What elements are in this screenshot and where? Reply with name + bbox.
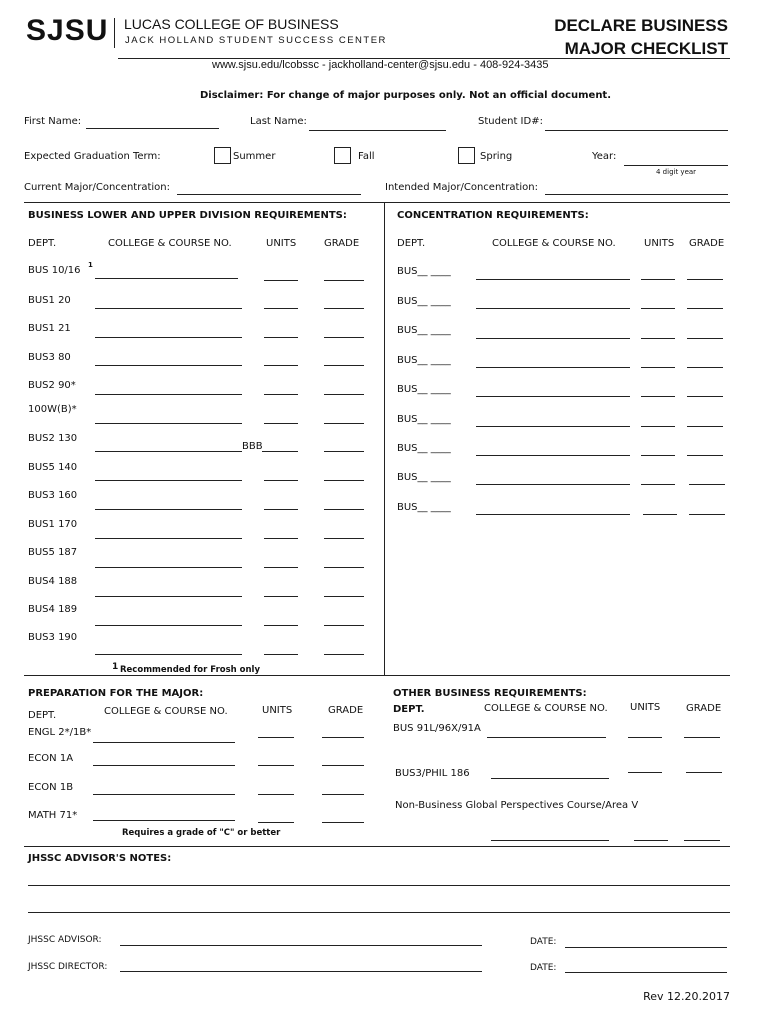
conc-units-2[interactable] bbox=[641, 308, 675, 309]
left-col-course: COLLEGE & COURSE NO. bbox=[108, 238, 232, 249]
units-blank-14[interactable] bbox=[264, 654, 298, 655]
grade-blank-2[interactable] bbox=[324, 308, 364, 309]
prep-course-blank-2[interactable] bbox=[93, 765, 235, 766]
course-blank-13[interactable] bbox=[95, 625, 242, 626]
prep-grade-blank-1[interactable] bbox=[322, 737, 364, 738]
conc-units-9[interactable] bbox=[643, 514, 677, 515]
left-section-title: BUSINESS LOWER AND UPPER DIVISION REQUIREMENTS: bbox=[28, 210, 347, 221]
course-blank-9[interactable] bbox=[95, 509, 242, 510]
conc-grade-7[interactable] bbox=[687, 455, 723, 456]
conc-grade-3[interactable] bbox=[687, 338, 723, 339]
course-bus3-80: BUS3 80 bbox=[28, 352, 71, 363]
conc-prefix-6[interactable]: BUS__ ____ bbox=[397, 414, 451, 425]
advisor-date-label: DATE: bbox=[530, 937, 557, 947]
units-blank-3[interactable] bbox=[264, 337, 298, 338]
fall-checkbox[interactable] bbox=[334, 147, 351, 164]
title-line-2: MAJOR CHECKLIST bbox=[564, 39, 728, 58]
course-bus3-160: BUS3 160 bbox=[28, 490, 78, 501]
course-bus3-190: BUS3 190 bbox=[28, 632, 78, 643]
course-bus2-90: BUS2 90* bbox=[28, 380, 76, 391]
prep-econ-1a: ECON 1A bbox=[28, 753, 74, 764]
prep-units-blank-2[interactable] bbox=[258, 765, 294, 766]
requirements-bottom-rule bbox=[24, 675, 730, 676]
prep-course-blank-1[interactable] bbox=[93, 742, 235, 743]
prep-grade-blank-3[interactable] bbox=[322, 794, 364, 795]
grade-blank-11[interactable] bbox=[324, 567, 364, 568]
course-blank-5[interactable] bbox=[95, 394, 242, 395]
other-col-grade: GRADE bbox=[686, 703, 722, 714]
prep-units-blank-4[interactable] bbox=[258, 822, 294, 823]
course-bus5-187: BUS5 187 bbox=[28, 547, 78, 558]
right-section-title: CONCENTRATION REQUIREMENTS: bbox=[397, 210, 589, 221]
conc-course-4[interactable] bbox=[476, 367, 630, 368]
year-field[interactable] bbox=[624, 165, 728, 166]
units-blank-12[interactable] bbox=[264, 596, 298, 597]
course-bus4-188: BUS4 188 bbox=[28, 576, 78, 587]
grade-blank-5[interactable] bbox=[324, 394, 364, 395]
summer-checkbox[interactable] bbox=[214, 147, 231, 164]
conc-units-7[interactable] bbox=[641, 455, 675, 456]
conc-units-4[interactable] bbox=[641, 367, 675, 368]
other-global-perspectives: Non-Business Global Perspectives Course/Area V bbox=[395, 800, 639, 811]
course-blank-10[interactable] bbox=[95, 538, 242, 539]
conc-units-6[interactable] bbox=[641, 426, 675, 427]
conc-prefix-9[interactable]: BUS__ ____ bbox=[397, 502, 451, 513]
spring-label: Spring bbox=[480, 151, 513, 162]
last-name-field[interactable] bbox=[309, 130, 446, 131]
logo-divider bbox=[114, 18, 115, 48]
course-bus5-140: BUS5 140 bbox=[28, 462, 78, 473]
units-blank-1[interactable] bbox=[264, 280, 298, 281]
course-blank-6[interactable] bbox=[95, 423, 242, 424]
footnote-text: Recommended for Frosh only bbox=[120, 665, 261, 675]
director-date-field[interactable] bbox=[565, 972, 727, 973]
notes-line-2[interactable] bbox=[28, 912, 730, 913]
conc-units-5[interactable] bbox=[641, 396, 675, 397]
requirements-divider bbox=[384, 202, 385, 675]
prep-course-blank-3[interactable] bbox=[93, 794, 235, 795]
current-major-field[interactable] bbox=[177, 194, 361, 195]
other-course-blank-3[interactable] bbox=[491, 840, 609, 841]
revision-label: Rev 12.20.2017 bbox=[643, 990, 730, 1003]
student-id-label: Student ID#: bbox=[478, 116, 543, 127]
units-blank-5[interactable] bbox=[264, 394, 298, 395]
conc-grade-2[interactable] bbox=[687, 308, 723, 309]
right-col-units: UNITS bbox=[644, 238, 675, 249]
course-blank-3[interactable] bbox=[95, 337, 242, 338]
right-col-dept: DEPT. bbox=[397, 238, 426, 249]
grade-blank-8[interactable] bbox=[324, 480, 364, 481]
other-col-course: COLLEGE & COURSE NO. bbox=[484, 703, 608, 714]
year-label: Year: bbox=[592, 151, 617, 162]
course-blank-2[interactable] bbox=[95, 308, 242, 309]
sjsu-logo: SJSU bbox=[26, 14, 109, 47]
intended-major-label: Intended Major/Concentration: bbox=[385, 182, 538, 193]
center-name: JACK HOLLAND STUDENT SUCCESS CENTER bbox=[125, 35, 387, 46]
conc-units-1[interactable] bbox=[641, 279, 675, 280]
left-col-grade: GRADE bbox=[324, 238, 360, 249]
course-blank-4[interactable] bbox=[95, 365, 242, 366]
course-bus2-130: BUS2 130 bbox=[28, 433, 78, 444]
conc-prefix-3[interactable]: BUS__ ____ bbox=[397, 325, 451, 336]
first-name-field[interactable] bbox=[86, 128, 219, 129]
other-grade-blank-1[interactable] bbox=[684, 737, 720, 738]
prep-grade-blank-2[interactable] bbox=[322, 765, 364, 766]
grade-blank-4[interactable] bbox=[324, 365, 364, 366]
last-name-label: Last Name: bbox=[250, 116, 307, 127]
superscript-1: 1 bbox=[88, 261, 93, 269]
other-grade-blank-2[interactable] bbox=[686, 772, 722, 773]
grade-blank-13[interactable] bbox=[324, 625, 364, 626]
units-blank-6[interactable] bbox=[264, 423, 298, 424]
units-blank-11[interactable] bbox=[264, 567, 298, 568]
grade-blank-9[interactable] bbox=[324, 509, 364, 510]
conc-grade-8[interactable] bbox=[689, 484, 725, 485]
course-blank-7[interactable] bbox=[95, 451, 242, 452]
title-line-1: DECLARE BUSINESS bbox=[554, 16, 728, 35]
course-bus1-170: BUS1 170 bbox=[28, 519, 78, 530]
conc-course-3[interactable] bbox=[476, 338, 630, 339]
course-blank-1[interactable] bbox=[95, 278, 238, 279]
advisor-signature-field[interactable] bbox=[120, 945, 482, 946]
prep-econ-1b: ECON 1B bbox=[28, 782, 74, 793]
conc-prefix-1[interactable]: BUS__ ____ bbox=[397, 266, 451, 277]
intended-major-field[interactable] bbox=[545, 194, 728, 195]
director-signature-field[interactable] bbox=[120, 971, 482, 972]
units-blank-9[interactable] bbox=[264, 509, 298, 510]
spring-checkbox[interactable] bbox=[458, 147, 475, 164]
course-blank-11[interactable] bbox=[95, 567, 242, 568]
left-col-dept: DEPT. bbox=[28, 238, 57, 249]
first-name-label: First Name: bbox=[24, 116, 82, 127]
prep-col-units: UNITS bbox=[262, 705, 293, 716]
other-grade-blank-3[interactable] bbox=[684, 840, 720, 841]
prep-col-dept: DEPT. bbox=[28, 710, 57, 721]
director-date-label: DATE: bbox=[530, 963, 557, 973]
other-col-units: UNITS bbox=[630, 702, 661, 713]
other-bus3-phil-186: BUS3/PHIL 186 bbox=[395, 768, 470, 779]
conc-course-6[interactable] bbox=[476, 426, 630, 427]
conc-prefix-4[interactable]: BUS__ ____ bbox=[397, 355, 451, 366]
grade-blank-12[interactable] bbox=[324, 596, 364, 597]
other-units-blank-1[interactable] bbox=[628, 737, 662, 738]
conc-units-3[interactable] bbox=[641, 338, 675, 339]
units-blank-10[interactable] bbox=[264, 538, 298, 539]
units-blank-4[interactable] bbox=[264, 365, 298, 366]
grade-blank-6[interactable] bbox=[324, 423, 364, 424]
conc-course-1[interactable] bbox=[476, 279, 630, 280]
prep-title: PREPARATION FOR THE MAJOR: bbox=[28, 688, 204, 699]
other-units-blank-2[interactable] bbox=[628, 772, 662, 773]
disclaimer: Disclaimer: For change of major purposes only. Not an official document. bbox=[200, 90, 612, 101]
conc-prefix-2[interactable]: BUS__ ____ bbox=[397, 296, 451, 307]
prep-col-grade: GRADE bbox=[328, 705, 364, 716]
course-bus1-21: BUS1 21 bbox=[28, 323, 71, 334]
prep-units-blank-3[interactable] bbox=[258, 794, 294, 795]
conc-course-8[interactable] bbox=[476, 484, 630, 485]
right-col-course: COLLEGE & COURSE NO. bbox=[492, 238, 616, 249]
prep-units-blank-1[interactable] bbox=[258, 737, 294, 738]
current-major-label: Current Major/Concentration: bbox=[24, 182, 170, 193]
conc-grade-1[interactable] bbox=[687, 279, 723, 280]
other-course-blank-1[interactable] bbox=[487, 737, 606, 738]
conc-grade-5[interactable] bbox=[687, 396, 723, 397]
year-hint: 4 digit year bbox=[656, 168, 697, 176]
grad-term-label: Expected Graduation Term: bbox=[24, 151, 161, 162]
course-blank-8[interactable] bbox=[95, 480, 242, 481]
student-id-field[interactable] bbox=[545, 130, 728, 131]
other-col-dept: DEPT. bbox=[393, 704, 425, 715]
fall-label: Fall bbox=[358, 151, 375, 162]
units-blank-2[interactable] bbox=[264, 308, 298, 309]
other-units-blank-3[interactable] bbox=[634, 840, 668, 841]
other-title: OTHER BUSINESS REQUIREMENTS: bbox=[393, 688, 587, 699]
course-bus-10-16: BUS 10/16 bbox=[28, 265, 81, 276]
course-bus1-20: BUS1 20 bbox=[28, 295, 71, 306]
course-100w: 100W(B)* bbox=[28, 404, 77, 415]
units-blank-7[interactable] bbox=[262, 451, 298, 452]
bbb-mark: BBB bbox=[242, 441, 263, 452]
course-blank-14[interactable] bbox=[95, 654, 242, 655]
college-name: LUCAS COLLEGE OF BUSINESS bbox=[124, 16, 339, 32]
requirements-top-rule bbox=[24, 202, 730, 203]
right-col-grade: GRADE bbox=[689, 238, 725, 249]
conc-course-9[interactable] bbox=[476, 514, 630, 515]
conc-prefix-8[interactable]: BUS__ ____ bbox=[397, 472, 451, 483]
grade-blank-3[interactable] bbox=[324, 337, 364, 338]
prep-grade-blank-4[interactable] bbox=[322, 822, 364, 823]
notes-line-1[interactable] bbox=[28, 885, 730, 886]
conc-course-7[interactable] bbox=[476, 455, 630, 456]
conc-grade-9[interactable] bbox=[689, 514, 725, 515]
conc-prefix-7[interactable]: BUS__ ____ bbox=[397, 443, 451, 454]
other-course-blank-2[interactable] bbox=[491, 778, 609, 779]
footnote-mark: 1 bbox=[112, 662, 119, 672]
conc-grade-6[interactable] bbox=[687, 426, 723, 427]
advisor-label: JHSSC ADVISOR: bbox=[28, 935, 102, 945]
units-blank-13[interactable] bbox=[264, 625, 298, 626]
director-label: JHSSC DIRECTOR: bbox=[28, 962, 108, 972]
course-bus4-189: BUS4 189 bbox=[28, 604, 78, 615]
course-blank-12[interactable] bbox=[95, 596, 242, 597]
prep-course-blank-4[interactable] bbox=[93, 820, 235, 821]
contact-line: www.sjsu.edu/lcobssc - jackholland-center@sjsu.edu - 408-924-3435 bbox=[212, 59, 549, 71]
summer-label: Summer bbox=[233, 151, 276, 162]
prep-note: Requires a grade of "C" or better bbox=[122, 828, 281, 838]
grade-blank-7[interactable] bbox=[324, 451, 364, 452]
units-blank-8[interactable] bbox=[264, 480, 298, 481]
grade-blank-1[interactable] bbox=[324, 280, 364, 281]
advisor-date-field[interactable] bbox=[565, 947, 727, 948]
prep-engl: ENGL 2*/1B* bbox=[28, 727, 92, 738]
prep-math-71: MATH 71* bbox=[28, 810, 78, 821]
notes-top-rule bbox=[24, 846, 730, 847]
grade-blank-10[interactable] bbox=[324, 538, 364, 539]
conc-course-2[interactable] bbox=[476, 308, 630, 309]
conc-grade-4[interactable] bbox=[687, 367, 723, 368]
conc-course-5[interactable] bbox=[476, 396, 630, 397]
conc-prefix-5[interactable]: BUS__ ____ bbox=[397, 384, 451, 395]
left-col-units: UNITS bbox=[266, 238, 297, 249]
grade-blank-14[interactable] bbox=[324, 654, 364, 655]
other-bus-91l: BUS 91L/96X/91A bbox=[393, 723, 481, 734]
conc-units-8[interactable] bbox=[641, 484, 675, 485]
prep-col-course: COLLEGE & COURSE NO. bbox=[104, 706, 228, 717]
notes-title: JHSSC ADVISOR'S NOTES: bbox=[28, 853, 172, 864]
